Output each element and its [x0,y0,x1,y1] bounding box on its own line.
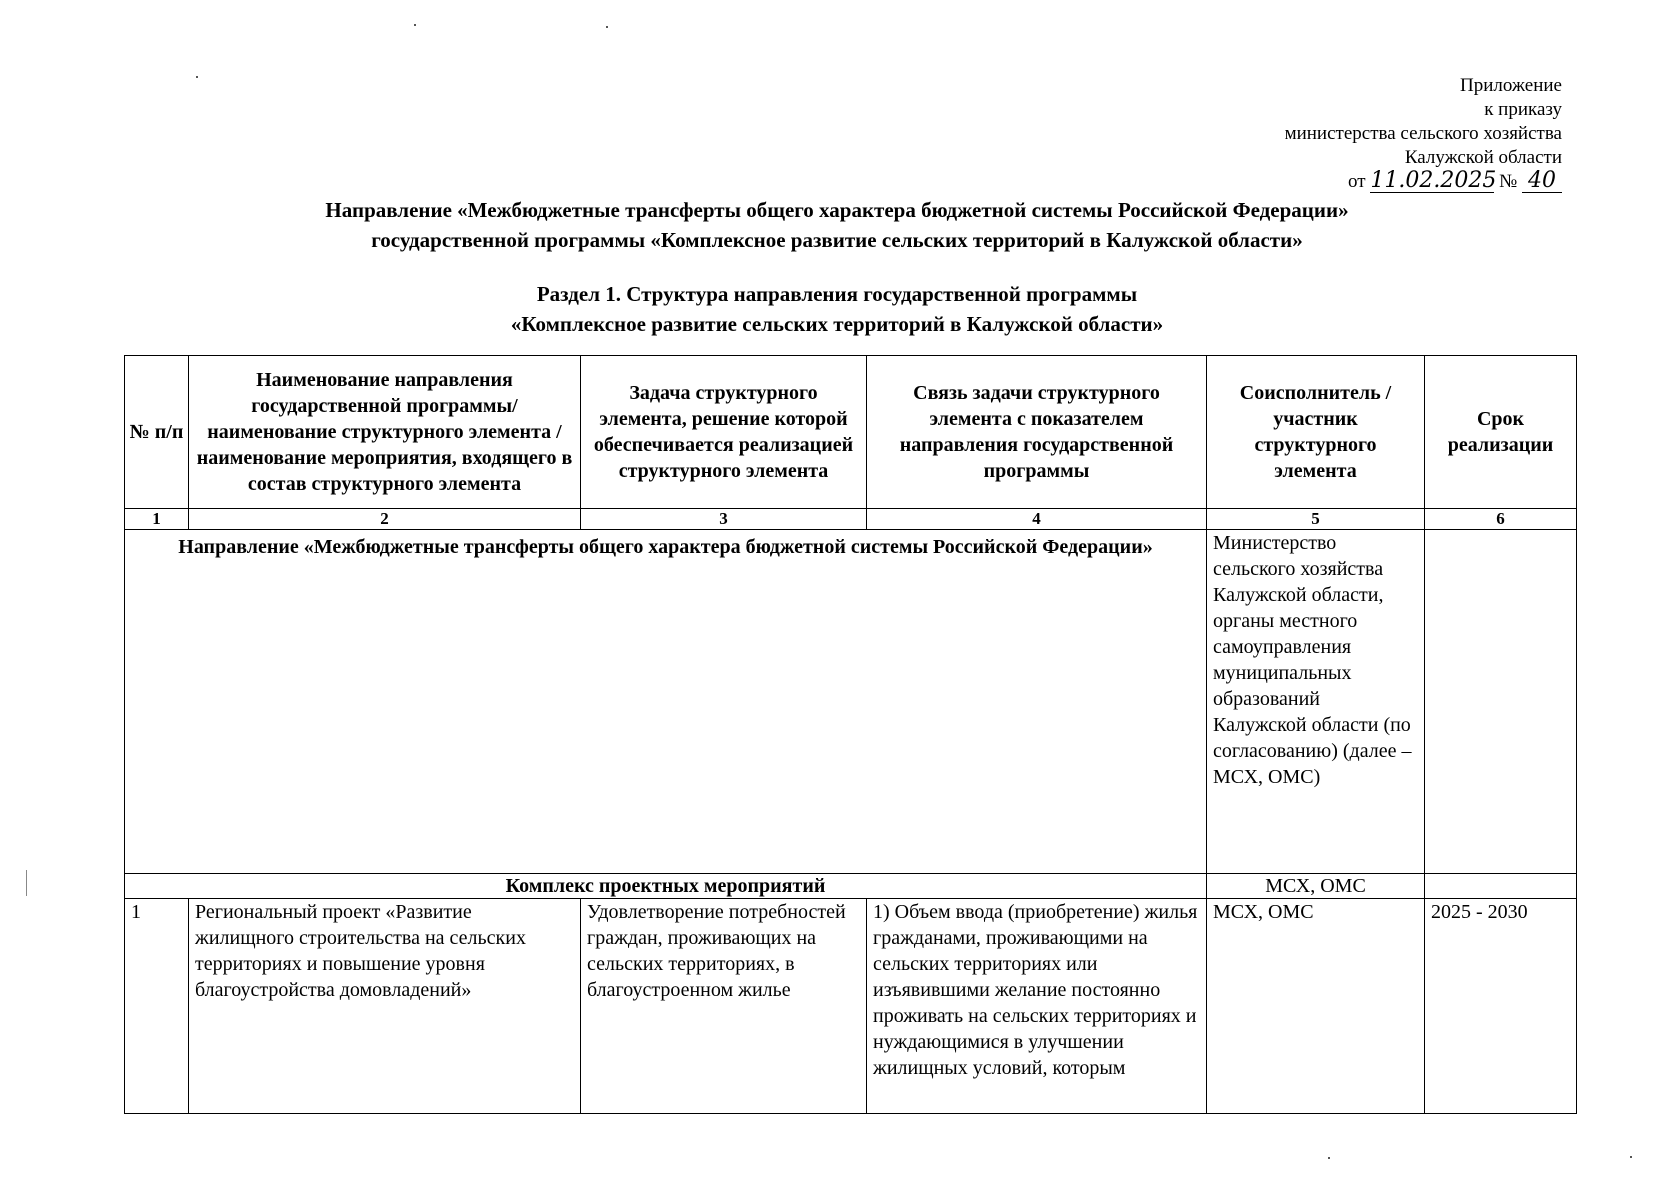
document-title-line-2: государственной программы «Комплексное развитие сельских территорий в Калужской области» [371,228,1303,252]
section-title-line-1: Раздел 1. Структура направления государственной программы [536,282,1138,306]
header-number: № п/п [125,356,189,509]
header-name: Наименование направления государственной программы/ наименование структурного элемента / наименование мероприятия, входящего в состав структурного элемента [189,356,581,509]
scan-speck [606,26,608,28]
table-row [125,899,1577,1114]
scan-margin-mark [26,870,27,896]
row-term: 2025 - 2030 [1425,899,1577,1114]
direction-row [125,530,1577,874]
row-executor: МСХ, ОМС [1207,899,1425,1114]
from-label: от [1348,171,1366,192]
direction-executor: Министерство сельского хозяйства Калужской области, органы местного самоуправления муниципальных образований Калужской области (по согласованию) (далее – МСХ, ОМС) [1207,530,1425,874]
complex-term [1425,874,1577,899]
complex-row [125,874,1577,899]
header-executor: Соисполнитель / участник структурного элемента [1207,356,1425,509]
appendix-order-line [1285,170,1562,194]
row-number: 1 [125,899,189,1114]
column-number: 4 [867,509,1207,530]
section-title-line-2: «Комплексное развитие сельских территорий в Калужской области» [510,312,1164,336]
appendix-line-4: Калужской области [1404,147,1562,168]
row-task: Удовлетворение потребностей граждан, проживающих на сельских территориях, в благоустроенном жилье [581,899,867,1114]
scan-speck [1328,1157,1330,1159]
complex-executor: МСХ, ОМС [1207,874,1425,899]
direction-title: Направление «Межбюджетные трансферты общего характера бюджетной системы Российской Федерации» [125,530,1207,874]
column-number: 1 [125,509,189,530]
column-number: 5 [1207,509,1425,530]
scan-speck [414,24,416,26]
appendix-line-1: Приложение [1460,75,1562,96]
scan-speck [196,76,198,78]
column-number: 2 [189,509,581,530]
header-term: Срок реализации [1425,356,1577,509]
direction-term [1425,530,1577,874]
appendix-line-3: министерства сельского хозяйства [1284,123,1562,144]
column-number: 3 [581,509,867,530]
row-name: Региональный проект «Развитие жилищного строительства на сельских территориях и повышение уровня благоустройства домовладений» [189,899,581,1114]
column-number: 6 [1425,509,1577,530]
row-link: 1) Объем ввода (приобретение) жилья гражданами, проживающими на сельских территориях или изъявившими желание постоянно проживать на сельских территориях и нуждающимися в улучшении жилищных условий, которым [867,899,1207,1114]
header-link: Связь задачи структурного элемента с показателем направления государственной программы [867,356,1207,509]
structure-table [124,355,1577,1114]
number-label: № [1499,171,1518,192]
complex-title: Комплекс проектных мероприятий [125,874,1207,899]
handwritten-date: 11.02.2025 [1370,168,1497,193]
header-task: Задача структурного элемента, решение которой обеспечивается реализацией структурного элемента [581,356,867,509]
column-number-row [125,509,1577,530]
appendix-block [1285,74,1562,194]
appendix-line-2: к приказу [1484,99,1562,120]
handwritten-number: 40 [1522,170,1562,193]
scan-speck [1630,1156,1632,1158]
document-title-line-1: Направление «Межбюджетные трансферты общего характера бюджетной системы Российской Федерации» [325,198,1349,222]
table-header-row [125,356,1577,509]
